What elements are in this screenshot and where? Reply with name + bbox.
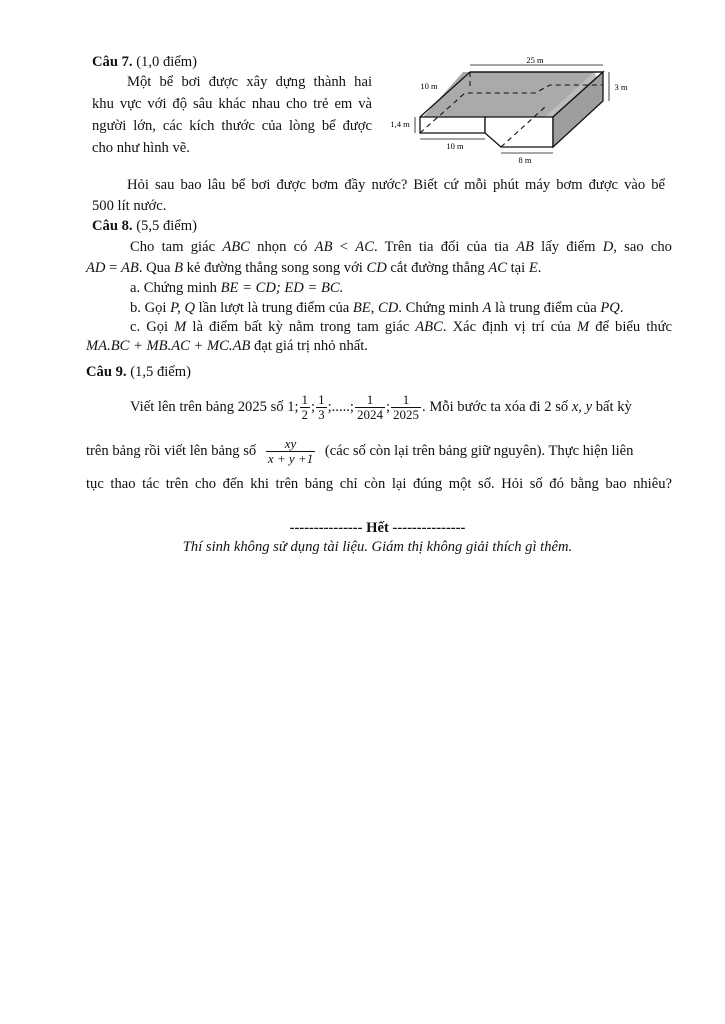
q7-text-line-5: Hỏi sau bao lâu bể bơi được bơm đầy nước? Biết cứ mỗi phút máy bơm được vào bể — [127, 177, 665, 193]
q8-l2-a: AD — [86, 260, 106, 276]
fraction-1-2025 — [391, 393, 421, 422]
q8-l2-e: B — [174, 260, 184, 276]
q8-l1-f: AC — [355, 239, 374, 255]
q8-l2-f: kẻ đường thẳng song song với — [183, 260, 367, 276]
q7-text-line-4: cho như hình vẽ. — [92, 140, 190, 156]
q8-c-2: M — [174, 319, 187, 335]
q8-c2-2: đạt giá trị nhỏ nhất. — [250, 338, 368, 354]
label-10m-bottom: 10 m — [446, 141, 464, 151]
q8-c2-1: MA.BC + MB.AC + MC.AB — [86, 338, 251, 354]
q9-heading-line — [86, 363, 191, 381]
q8-b-5: . Chứng minh — [398, 300, 483, 316]
q7-text-line-6: 500 lít nước. — [92, 198, 167, 214]
q8-l1-h: AB — [516, 239, 534, 255]
q8-c-5: . Xác định vị trí của — [442, 319, 577, 335]
frac-den: 3 — [318, 407, 325, 423]
q9-l1-b: . Mỗi bước ta xóa đi 2 số — [422, 399, 572, 415]
q8-l1-c: nhọn có — [249, 239, 315, 255]
q8-text-line-1 — [130, 238, 672, 256]
q7-points: (1,0 điểm) — [132, 54, 197, 70]
frac-num: 1 — [355, 393, 385, 408]
q8-l1-d: AB — [314, 239, 333, 255]
q9-sep3: ; — [385, 399, 391, 415]
q7-heading-line — [92, 53, 197, 71]
label-1-4m: 1,4 m — [390, 119, 410, 129]
label-8m: 8 m — [518, 155, 532, 165]
q8-b-1: b. Gọi — [130, 300, 171, 316]
q8-c-7: để biểu thức — [589, 319, 672, 335]
q7-text-line-1: Một bể bơi được xây dựng thành hai — [127, 74, 372, 90]
q8-c-3: là điểm bất kỳ nằm trong tam giác — [186, 319, 416, 335]
q9-l2-b: (các số còn lại trên bảng giữ nguyên). Thực hiện liên — [324, 443, 634, 459]
frac-num: 1 — [301, 392, 309, 408]
q8-l2-d: . Qua — [138, 260, 175, 276]
q9-l2-a: trên bảng rồi viết lên bảng số — [86, 443, 257, 459]
end-marker: --------------- Hết --------------- — [289, 520, 466, 536]
q8-points: (5,5 điểm) — [132, 218, 197, 234]
q8-l2-h: cắt đường thẳng — [386, 260, 489, 276]
q8-part-b — [130, 299, 624, 317]
q8-b-2: P, Q — [170, 300, 196, 316]
q9-text-line-3: tục thao tác trên cho đến khi trên bảng chỉ còn lại đúng một số. Hỏi số đó bằng bao nhiêu? — [86, 476, 672, 492]
frac-den: x + y +1 — [267, 451, 314, 467]
q8-a-2: BE = CD; ED = BC. — [220, 280, 344, 296]
q8-l1-g: . Trên tia đối của tia — [373, 239, 517, 255]
q9-points: (1,5 điểm) — [126, 364, 191, 380]
q8-part-a — [130, 279, 343, 297]
q8-l1-e: < — [332, 239, 356, 255]
q9-text-line-1 — [130, 388, 632, 426]
frac-num: xy — [266, 437, 315, 452]
q8-heading-line — [92, 217, 197, 235]
q7-heading: Câu 7. — [92, 54, 133, 70]
q8-l2-j: tại — [506, 260, 529, 276]
q8-b-3: lần lượt là trung điểm của — [195, 300, 353, 316]
q8-c-1: c. Gọi — [130, 319, 175, 335]
q8-heading: Câu 8. — [92, 218, 133, 234]
q8-l2-g: CD — [366, 260, 387, 276]
q9-l1-c: x, y — [571, 399, 593, 415]
q9-sep2: ;.....; — [327, 399, 354, 415]
q8-part-c-line-2 — [86, 337, 368, 355]
q8-text-line-2 — [86, 259, 541, 277]
label-25m: 25 m — [526, 55, 544, 65]
q8-part-c — [130, 318, 672, 336]
q8-b-4: BE, CD — [352, 300, 399, 316]
q8-b-6: A — [482, 300, 492, 316]
fraction-1-2024 — [355, 393, 385, 422]
q8-b-7: là trung điểm của — [491, 300, 601, 316]
fraction-xy — [266, 437, 315, 466]
frac-num: 1 — [318, 392, 325, 408]
q8-l2-k: E — [528, 260, 538, 276]
q9-text-line-2 — [86, 432, 633, 470]
q8-l1-a: Cho tam giác — [130, 239, 223, 255]
fraction-1-2 — [300, 393, 311, 422]
q9-sep1: ; — [311, 399, 316, 415]
q8-l1-b: ABC — [222, 239, 250, 255]
q8-l1-k: , sao cho — [613, 239, 672, 255]
frac-den: 2 — [301, 407, 309, 423]
q8-l2-c: AB — [121, 260, 139, 276]
q8-b-9: . — [619, 300, 624, 316]
q9-heading: Câu 9. — [86, 364, 127, 380]
frac-num: 1 — [391, 393, 421, 408]
pool-figure — [385, 55, 635, 167]
q7-text-line-3: người lớn, các kích thước của lòng bể được — [92, 118, 372, 134]
q9-l1-d: bất kỳ — [592, 399, 632, 415]
frac-den: 2024 — [356, 407, 383, 423]
frac-den: 2025 — [393, 407, 420, 423]
fraction-1-3 — [316, 393, 327, 422]
q8-b-8: PQ — [600, 300, 620, 316]
pool-front-deep — [485, 117, 553, 147]
q8-a-1: a. Chứng minh — [130, 280, 221, 296]
q9-l1-a: Viết lên trên bảng 2025 số 1; — [130, 399, 299, 415]
footer-note: Thí sinh không sử dụng tài liệu. Giám thị không giải thích gì thêm. — [182, 539, 573, 555]
q8-l2-l: . — [537, 260, 542, 276]
q8-l2-b: = — [105, 260, 121, 276]
q8-l1-j: D — [602, 239, 614, 255]
q8-c-4: ABC — [415, 319, 443, 335]
q8-c-6: M — [576, 319, 590, 335]
label-3m: 3 m — [614, 82, 628, 92]
q8-l2-i: AC — [488, 260, 507, 276]
q7-text-line-2: khu vực với độ sâu khác nhau cho trẻ em và — [92, 96, 372, 112]
q8-l1-i: lấy điểm — [533, 239, 603, 255]
label-10m-top: 10 m — [420, 81, 438, 91]
